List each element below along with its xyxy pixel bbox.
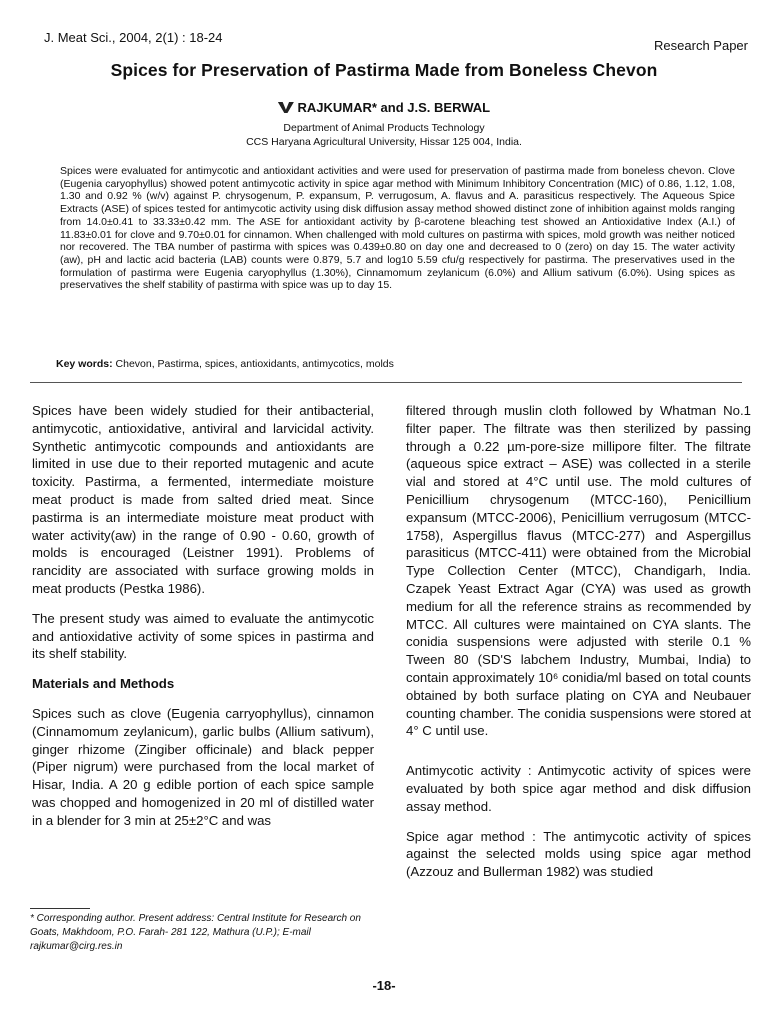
left-column (32, 402, 374, 830)
right-column (406, 402, 751, 881)
methods-paragraph-2: filtered through muslin cloth followed by Whatman No.1 filter paper. The filtrate was then sterilized by passing through a 0.22 µm-pore-size millipore filter. The filtrate (aqueous spice extract – ASE) was collected in a sterile vial and stored at 4°C until use. The mold cultures of Penicillium chrysogenum (MTCC-160), Penicillium expansum (MTCC-2006), Penicillium verrugosum (MTCC-1758), Aspergillus flavus (MTCC-277) and Aspergillus parasiticus (MTCC-411) were obtained from the Microbial Type Collection Center (MTCC), Chandigarh, India. Czapek Yeast Extract Agar (CYA) was used as growth medium for all the reference strains as recommended by MTCC. All cultures were maintained on CYA slants. The conidia suspensions were adjusted with sterile 0.1 % Tween 80 (SD'S labchem Industry, Mumbai, India) to contain approximately 10⁶ conidia/ml based on total counts obtained by both surface plating on CYA and Neubauer counting chamber. The conidia suspensions were stored at 4° C until use. (406, 403, 751, 739)
affiliation-university: CCS Haryana Agricultural University, Hissar 125 004, India. (246, 136, 522, 148)
paper-type-label: Research Paper (654, 38, 748, 53)
section-divider (30, 382, 742, 383)
intro-paragraph-2: The present study was aimed to evaluate the antimycotic and antioxidative activity of some spices in pastirma and its shelf stability. (32, 610, 374, 662)
abstract: Spices were evaluated for antimycotic and antioxidant activities and were used for preservation of pastirma made from boneless chevon. Clove (Eugenia caryophyllus) showed potent antimycotic activity in spice agar method with Minimum Inhibitory Concentration (MIC) of 0.86, 1.12, 1.08, 1.30 and 0.92 % (w/v) against P. chrysogenum, P. expansum, P. verrugosum, A. flavus and A. parasiticus respectively. The Aqueous Spice Extracts (ASE) of spices tested for antimycotic activity using disk diffusion assay method showed distinct zone of inhibition against molds ranging from 14.0±0.41 to 33.33±0.42 mm. The ASE for antioxidant activity by β-carotene bleaching test showed an Antioxidative Index (A.I.) of 11.83±0.01 for clove and 9.70±0.01 for cinnamon. When challenged with mold cultures on pastirma with spices, mold growth was neither noticed nor recovered. The TBA number of pastirma with spices was 0.439±0.80 on day one and decreased to 0 (zero) on day 15. The water activity (aw), pH and lactic acid bacteria (LAB) counts were 0.879, 5.7 and log10 5.59 cfu/g respectively for pastirma. The preservatives used in the formulation of pastirma were Eugenia caryophyllus (1.30%), Cinnamomum zeylanicum (6.0%) and Allium sativum (6.0%). Using spices as preservatives the shelf stability of pastirma with spice was up to day 15. (60, 165, 735, 292)
intro-paragraph-1: Spices have been widely studied for their antibacterial, antimycotic, antioxidative, antiviral and larvicidal activity. Synthetic antimycotic compounds and antioxidants are limited in use due to their reported mutagenic and acute toxicity. Pastirma, a fermented, intermediate moisture meat product is made from salted dried meat. Since pastirma is an intermediate moisture meat product with water activity(aw) in the range of 0.90 - 0.60, growth of molds is encouraged (Leistner 1991). Problems of rancidity are associated with surface growing molds in meat products (Pestka 1986). (32, 403, 374, 596)
author-line (0, 100, 768, 115)
footnote-rule (30, 908, 90, 909)
keywords-label: Key words: (56, 358, 113, 370)
footnote: * Corresponding author. Present address: Central Institute for Research on Goats, Makhdoom, P.O. Farah- 281 122, Mathura (U.P.); E-mail rajkumar@cirg.res.in (30, 913, 361, 952)
affiliation-department: Department of Animal Products Technology (283, 122, 485, 134)
section-heading-materials-methods: Materials and Methods (32, 676, 175, 692)
affiliation (0, 121, 768, 149)
spice-agar-method-paragraph: Spice agar method : The antimycotic activity of spices against the selected molds using spice agar method (Azzouz and Bullerman 1982) was studied (406, 828, 751, 880)
keywords-text: Chevon, Pastirma, spices, antioxidants, antimycotics, molds (115, 358, 394, 370)
page-number: -18- (372, 978, 396, 993)
methods-paragraph-1: Spices such as clove (Eugenia carryophyllus), cinnamon (Cinnamomum zeylanicum), garlic bulbs (Allium sativum), ginger rhizome (Zingiber officinale) and black pepper (Piper nigrum) were purchased from the local market of Hisar, India. A 20 g edible portion of each spice sample was chopped and homogenized in 20 ml of distilled water in a blender for 3 min at 25±2°C and was (32, 705, 374, 828)
journal-citation: J. Meat Sci., 2004, 2(1) : 18-24 (44, 30, 223, 45)
antimycotic-activity-paragraph: Antimycotic activity : Antimycotic activity of spices were evaluated by both spice agar method and disk diffusion assay method. (406, 763, 751, 814)
author-names: RAJKUMAR* and J.S. BERWAL (297, 100, 491, 115)
paper-title: Spices for Preservation of Pastirma Made from Boneless Chevon (110, 60, 658, 80)
keywords (56, 358, 394, 370)
author-initial-glyph (278, 102, 294, 113)
